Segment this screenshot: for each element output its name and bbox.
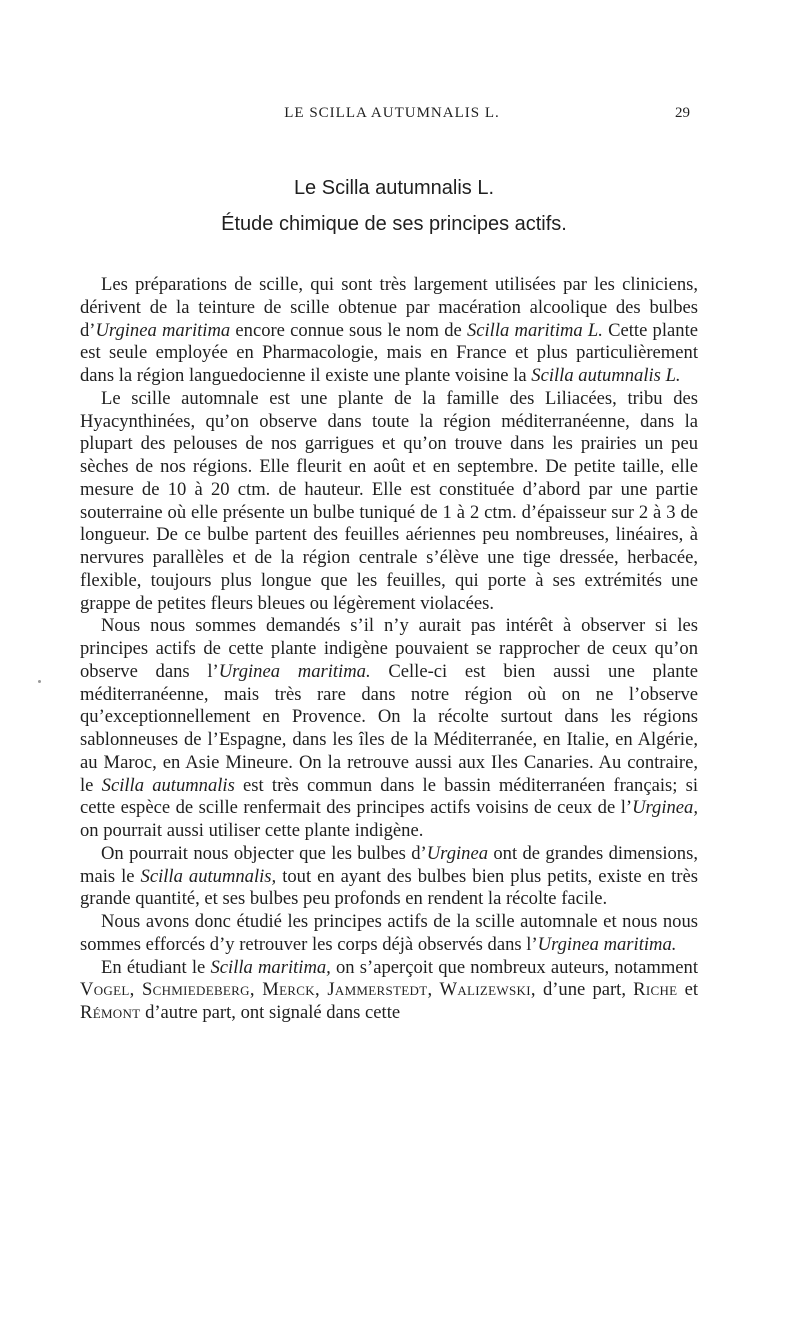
text-run: En étudiant le — [101, 956, 211, 978]
chapter-title — [80, 170, 698, 242]
text-run: ont de grandes dimensions, mais le — [80, 842, 698, 887]
text-run: est très commun dans le bassin méditerranéen français; si cette espèce de scille renfermait des principes actifs voisins de ceux de l’ — [80, 774, 699, 819]
text-run: d’autre part, ont signalé dans cette — [140, 1002, 401, 1023]
text-run: On pourrait nous objecter que les bulbes d’ — [101, 842, 427, 864]
paragraph — [80, 911, 698, 957]
text-run-italic: Urginea maritima. — [218, 660, 371, 682]
text-run: Cette plante est seule employée en Pharmacologie, mais en France et plus particulièrement dans la région languedocienne il existe une plante voisine la — [80, 319, 698, 386]
paragraph — [80, 615, 698, 843]
body-text — [80, 274, 698, 1025]
text-run: on s’aperçoit que nombreux auteurs, notamment — [330, 956, 698, 978]
paragraph — [80, 957, 698, 1025]
text-run: Les préparations de scille, qui sont très largement utilisées par les cliniciens, dérivent de la teinture de scille obtenue par macération alcoolique des bulbes d’ — [80, 274, 698, 341]
text-run-italic: Scilla maritima L. — [466, 319, 603, 341]
text-run-italic: Urginea, — [632, 797, 698, 819]
text-run: on pourrait aussi utiliser cette plante indigène. — [80, 820, 424, 841]
text-run: encore connue sous le nom de — [230, 319, 467, 341]
text-run-italic: Urginea maritima — [95, 319, 231, 341]
page-number: 29 — [675, 105, 690, 121]
text-run: Le scille automnale est une plante de la famille des Liliacées, tribu des Hyacynthinées, qu’on observe dans toute la région méditerranéenne, dans la plupart des pelouses de nos garrigues et qu’on trouve dans les prairies un peu sèches de nos régions. Elle fleurit en août et en septembre. De petite taille, elle mesure de 10 à 20 ctm. de hauteur. Elle est constituée d’abord par une partie souterraine où elle présente un bulbe tuniqué de 1 à 2 ctm. d’épaisseur sur 2 à 3 de longueur. De ce bulbe partent des feuilles aériennes peu nombreuses, linéaires, à nervures parallèles et de la région centrale s’élève une tige dressée, herbacée, flexible, toujours plus longue que les feuilles, qui porte à ses extrémités une grappe de petites fleurs bleues ou légèrement violacées. — [80, 387, 698, 614]
text-run: Celle-ci est bien aussi une plante méditerranéenne, mais très rare dans notre région où on ne l’observe qu’exceptionnellement en Provence. On la récolte surtout dans les régions sablonneuses de l’Espagne, dans les îles de la Méditerranée, en Italie, en Algérie, au Maroc, en Asie Mineure. On la retrouve aussi aux Iles Canaries. Au contraire, le — [80, 660, 699, 796]
author-name: Riche — [633, 979, 678, 1001]
text-run: d’une part, — [535, 979, 634, 1001]
text-run: tout en ayant des bulbes bien plus petits, existe en très grande quantité, et ses bulbes peu profonds en rendent la récolte facile. — [80, 865, 698, 910]
paragraph — [80, 388, 698, 616]
text-run: et — [677, 979, 698, 1001]
running-title: LE SCILLA AUTUMNALIS L. — [284, 105, 500, 121]
paragraph — [80, 274, 698, 388]
title-line-1: Le Scilla autumnalis L. — [293, 177, 495, 199]
author-name: Rémont — [80, 1002, 141, 1023]
text-run-italic: Urginea maritima. — [537, 933, 677, 955]
text-run-italic: Scilla autumnalis L. — [531, 365, 681, 386]
paragraph — [80, 843, 698, 911]
margin-speck — [38, 680, 41, 683]
text-run: Nous nous sommes demandés s’il n’y aurait pas intérêt à observer si les principes actifs de cette plante indigène pouvaient se rapprocher de ceux qu’on observe dans l’ — [80, 615, 698, 682]
text-run-italic: Scilla autumnalis — [101, 774, 235, 796]
text-run-italic: Urginea — [426, 842, 489, 864]
title-line-2: Étude chimique de ses principes actifs. — [221, 213, 567, 235]
author-names: Vogel, Schmiedeberg, Merck, Jammerstedt, Walizewski, — [80, 979, 536, 1001]
text-run: Nous avons donc étudié les principes actifs de la scille automnale et nous nous sommes efforcés d’y retrouver les corps déjà observés dans l’ — [80, 911, 698, 955]
text-run-italic: Scilla maritima, — [210, 956, 331, 978]
running-header — [0, 105, 800, 125]
text-run-italic: Scilla autumnalis, — [140, 865, 277, 887]
